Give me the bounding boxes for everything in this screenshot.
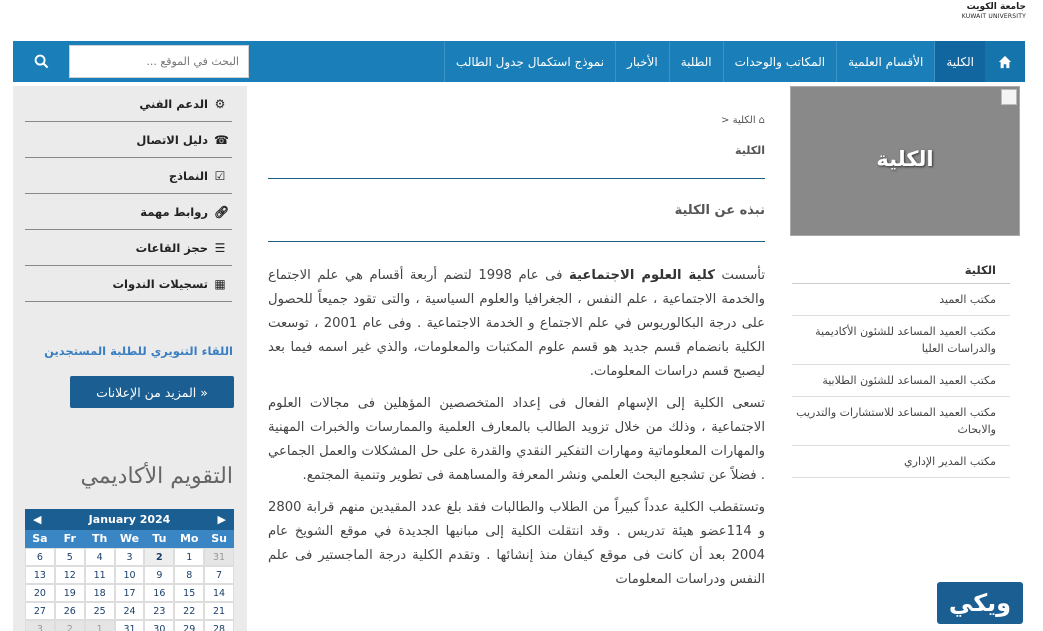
nav-item-news[interactable]: الأخبار	[615, 41, 669, 82]
college-subnav	[792, 256, 1010, 478]
calendar-day[interactable]: 21	[204, 602, 234, 620]
calendar-day[interactable]: 20	[25, 584, 55, 602]
orientation-link[interactable]: اللقاء التنويري للطلبة المستجدين	[44, 344, 233, 358]
calendar-day[interactable]: 17	[115, 584, 145, 602]
calendar-day[interactable]: 22	[174, 602, 204, 620]
more-announcements-button[interactable]: المزيد من الإعلانات »	[70, 376, 234, 408]
subnav-heading[interactable]: الكلية	[792, 256, 1010, 284]
calendar-day[interactable]: 4	[85, 548, 115, 566]
banner-title: الكلية	[876, 147, 934, 171]
nav-item-students[interactable]: الطلبة	[669, 41, 723, 82]
link-forms[interactable]	[25, 158, 232, 194]
calendar-day-other-month[interactable]: 31	[204, 548, 234, 566]
calendar-day[interactable]: 12	[55, 566, 85, 584]
calendar-day[interactable]: 26	[55, 602, 85, 620]
link-label: روابط مهمة	[140, 204, 208, 219]
text: فى عام 1998 لتضم أربعة أقسام هي علم الاجتماع والخدمة الاجتماعية ، علم النفس ، الجغرافيا والعلوم السياسية ، والتى تقود جميعاً للحصول على درجة البكالوريوس في علم الاجتماع و الخدمة الاجتماعية . وفى عام 2001 ، توسعت الكلية بانضمام قسم جديد هو قسم علوم المكتبات والمعلومات، والذي غير اسمه فيما بعد ليصبح قسم دراسات المعلومات.	[268, 268, 766, 379]
link-label: تسجيلات الندوات	[112, 276, 208, 291]
calendar-day[interactable]: 28	[204, 620, 234, 631]
logo-english: KUWAIT UNIVERSITY	[961, 13, 1026, 20]
weekday: Sa	[32, 532, 48, 545]
breadcrumb	[721, 115, 765, 126]
calendar-day[interactable]: 15	[174, 584, 204, 602]
paragraph	[268, 264, 765, 384]
divider	[268, 241, 765, 242]
nav-item-offices[interactable]: المكاتب والوحدات	[723, 41, 836, 82]
weekday: Th	[91, 532, 108, 545]
calendar-month: January 2024	[88, 513, 171, 526]
subnav-item-admin-director[interactable]: مكتب المدير الإداري	[792, 446, 1010, 478]
calendar-day[interactable]: 31	[115, 620, 145, 631]
search-input[interactable]	[69, 45, 249, 78]
utility-links	[25, 86, 232, 302]
calendar-day[interactable]: 7	[204, 566, 234, 584]
university-logo[interactable]	[962, 3, 1026, 20]
link-label: حجز القاعات	[135, 240, 208, 255]
calendar-day[interactable]: 23	[144, 602, 174, 620]
calendar-day[interactable]: 14	[204, 584, 234, 602]
section-subtitle: الكلية	[735, 144, 765, 157]
link-contact-guide[interactable]	[25, 122, 232, 158]
link-label: النماذج	[168, 168, 208, 183]
page-title: نبذه عن الكلية	[674, 203, 765, 218]
calendar-day-other-month[interactable]: 1	[85, 620, 115, 631]
next-month-icon[interactable]: ▶	[217, 513, 226, 526]
link-important-links[interactable]	[25, 194, 232, 230]
calendar-day[interactable]: 11	[85, 566, 115, 584]
calendar-day[interactable]: 19	[55, 584, 85, 602]
link-room-booking[interactable]	[25, 230, 232, 266]
link-seminar-recordings[interactable]	[25, 266, 232, 302]
subnav-item-consulting-research[interactable]: مكتب العميد المساعد للاستشارات والتدريب والابحاث	[792, 397, 1010, 446]
search-box	[13, 41, 249, 82]
calendar-day[interactable]: 30	[144, 620, 174, 631]
search-button[interactable]	[13, 41, 69, 82]
divider	[268, 178, 765, 179]
calendar-day[interactable]: 25	[85, 602, 115, 620]
text: تأسست	[714, 268, 765, 283]
calendar-day[interactable]: 10	[115, 566, 145, 584]
weekday: Tu	[152, 532, 167, 545]
calendar-weekdays	[25, 530, 234, 548]
paragraph: تسعى الكلية إلى الإسهام الفعال فى إعداد المتخصصين المؤهلين فى مجالات العلوم الاجتماعية ، وذلك من خلال تزويد الطالب بالمعارف العلمية والممارسات والخبرات المهنية والمهارات المعلوماتية ومهارات التفكير النقدي والقدرة على حل المشكلات والعمل الجماعي . فضلاً عن تشجيع البحث العلمي ونشر المعرفة والمساهمة فى تطوير وتنمية المجتمع.	[268, 396, 765, 483]
academic-calendar	[25, 509, 234, 631]
calendar-day[interactable]: 9	[144, 566, 174, 584]
link-label: دليل الاتصال	[136, 132, 208, 147]
phone-icon: ☎	[214, 132, 229, 147]
search-icon	[34, 54, 49, 69]
breadcrumb-label[interactable]: > الكلية	[721, 115, 756, 126]
left-sidebar	[13, 86, 247, 631]
weekday: We	[119, 532, 140, 545]
calendar-day[interactable]: 27	[25, 602, 55, 620]
calendar-day[interactable]: 13	[25, 566, 55, 584]
paragraph: وتستقطب الكلية عدداً كبيراً من الطلاب والطالبات فقد بلغ عدد المقيدين منهم قرابة 2800 و 114عضو هيئة تدريس . وقد انتقلت الكلية إلى مبانيها الجديدة في موقع الشويخ عام 2004 بعد أن كانت فى موقع كيفان منذ إنشائها . وتقدم الكلية درجة الماجستير فى علم النفس ودراسات المعلومات	[268, 500, 765, 587]
calendar-day[interactable]: 24	[115, 602, 145, 620]
calendar-day[interactable]: 3	[115, 548, 145, 566]
article-body	[268, 264, 765, 600]
calendar-day[interactable]: 16	[144, 584, 174, 602]
broken-image-icon	[1001, 89, 1017, 105]
calendar-title: التقويم الأكاديمي	[80, 464, 233, 489]
subnav-item-academic-affairs[interactable]: مكتب العميد المساعد للشئون الأكاديمية والدراسات العليا	[792, 316, 1010, 365]
weekday: Su	[211, 532, 227, 545]
college-name: كلية العلوم الاجتماعية	[568, 268, 715, 283]
calendar-day[interactable]: 8	[174, 566, 204, 584]
calendar-day[interactable]: 5	[55, 548, 85, 566]
calendar-day[interactable]: 18	[85, 584, 115, 602]
weekday: Mo	[179, 532, 199, 545]
home-icon[interactable]: ⌂	[758, 115, 765, 126]
checkbox-icon: ☑	[214, 168, 226, 183]
calendar-day-other-month[interactable]: 2	[55, 620, 85, 631]
main-navbar	[13, 41, 1025, 82]
calendar-day[interactable]: 29	[174, 620, 204, 631]
link-icon: 🔗︎	[214, 204, 230, 219]
film-icon: ▦	[214, 276, 226, 291]
link-label: الدعم الفني	[139, 96, 208, 111]
calendar-header	[25, 509, 234, 530]
calendar-day[interactable]: 1	[174, 548, 204, 566]
calendar-grid	[25, 548, 234, 631]
calendar-day-other-month[interactable]: 3	[25, 620, 55, 631]
home-button[interactable]	[985, 41, 1025, 82]
link-tech-support[interactable]	[25, 86, 232, 122]
nav-item-college[interactable]: الكلية	[934, 41, 985, 82]
weekday: Fr	[63, 532, 76, 545]
prev-month-icon[interactable]: ◀	[33, 513, 42, 526]
subnav-item-student-affairs[interactable]: مكتب العميد المساعد للشئون الطلابية	[792, 365, 1010, 397]
calendar-day[interactable]: 6	[25, 548, 55, 566]
home-icon	[998, 55, 1012, 69]
subnav-item-dean[interactable]: مكتب العميد	[792, 284, 1010, 316]
wiki-badge-logo[interactable]: ويكي	[937, 582, 1023, 624]
college-banner	[790, 86, 1020, 236]
logo-arabic: جامعة الكويت	[966, 2, 1026, 12]
gear-icon: ⚙	[214, 96, 226, 111]
list-icon: ☰	[214, 240, 226, 255]
nav-item-schedule-form[interactable]: نموذج استكمال جدول الطالب	[444, 41, 615, 82]
calendar-day-today[interactable]: 2	[144, 548, 174, 566]
nav-item-departments[interactable]: الأقسام العلمية	[836, 41, 934, 82]
